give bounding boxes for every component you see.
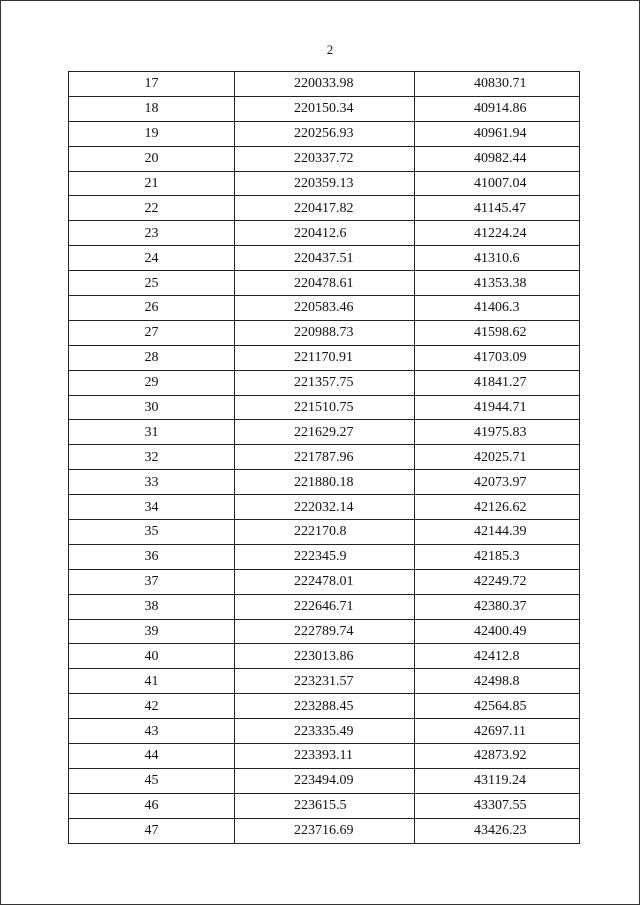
table-row (69, 96, 580, 121)
table-row (69, 694, 580, 719)
table-row (69, 271, 580, 296)
value-a-cell: 220437.51 (235, 246, 415, 271)
table-row (69, 420, 580, 445)
row-index-cell: 25 (69, 271, 235, 296)
row-index-cell: 37 (69, 569, 235, 594)
row-index-cell: 29 (69, 370, 235, 395)
row-index-cell: 17 (69, 72, 235, 97)
value-b-cell: 43119.24 (415, 768, 580, 793)
value-b-cell: 41975.83 (415, 420, 580, 445)
table-row (69, 72, 580, 97)
value-a-cell: 221510.75 (235, 395, 415, 420)
value-a-cell: 223288.45 (235, 694, 415, 719)
data-table (68, 71, 580, 844)
value-b-cell: 42412.8 (415, 644, 580, 669)
value-a-cell: 222646.71 (235, 594, 415, 619)
value-b-cell: 42126.62 (415, 495, 580, 520)
value-b-cell: 41944.71 (415, 395, 580, 420)
value-b-cell: 42498.8 (415, 669, 580, 694)
table-row (69, 594, 580, 619)
value-b-cell: 41841.27 (415, 370, 580, 395)
value-a-cell: 220256.93 (235, 121, 415, 146)
table-row (69, 296, 580, 321)
value-a-cell: 223716.69 (235, 818, 415, 843)
table-row (69, 470, 580, 495)
table-row (69, 495, 580, 520)
value-a-cell: 220417.82 (235, 196, 415, 221)
value-b-cell: 41598.62 (415, 320, 580, 345)
row-index-cell: 20 (69, 146, 235, 171)
value-b-cell: 42697.11 (415, 719, 580, 744)
value-b-cell: 42873.92 (415, 744, 580, 769)
row-index-cell: 23 (69, 221, 235, 246)
value-a-cell: 220150.34 (235, 96, 415, 121)
row-index-cell: 41 (69, 669, 235, 694)
row-index-cell: 33 (69, 470, 235, 495)
row-index-cell: 46 (69, 793, 235, 818)
row-index-cell: 45 (69, 768, 235, 793)
value-a-cell: 222170.8 (235, 520, 415, 545)
row-index-cell: 42 (69, 694, 235, 719)
row-index-cell: 30 (69, 395, 235, 420)
value-b-cell: 42380.37 (415, 594, 580, 619)
table-row (69, 569, 580, 594)
row-index-cell: 22 (69, 196, 235, 221)
value-a-cell: 223231.57 (235, 669, 415, 694)
value-a-cell: 222032.14 (235, 495, 415, 520)
value-b-cell: 41703.09 (415, 345, 580, 370)
value-a-cell: 223494.09 (235, 768, 415, 793)
row-index-cell: 47 (69, 818, 235, 843)
value-a-cell: 221880.18 (235, 470, 415, 495)
table-row (69, 818, 580, 843)
table-row (69, 345, 580, 370)
value-a-cell: 221787.96 (235, 445, 415, 470)
value-b-cell: 41145.47 (415, 196, 580, 221)
value-b-cell: 41406.3 (415, 296, 580, 321)
row-index-cell: 18 (69, 96, 235, 121)
value-b-cell: 40830.71 (415, 72, 580, 97)
value-b-cell: 42185.3 (415, 544, 580, 569)
value-a-cell: 220359.13 (235, 171, 415, 196)
value-b-cell: 42564.85 (415, 694, 580, 719)
value-b-cell: 42400.49 (415, 619, 580, 644)
table-row (69, 320, 580, 345)
value-a-cell: 223013.86 (235, 644, 415, 669)
table-row (69, 619, 580, 644)
row-index-cell: 44 (69, 744, 235, 769)
value-b-cell: 40914.86 (415, 96, 580, 121)
row-index-cell: 36 (69, 544, 235, 569)
table-row (69, 719, 580, 744)
value-a-cell: 221629.27 (235, 420, 415, 445)
table-row (69, 146, 580, 171)
value-b-cell: 41310.6 (415, 246, 580, 271)
table-row (69, 793, 580, 818)
value-a-cell: 220988.73 (235, 320, 415, 345)
value-b-cell: 42073.97 (415, 470, 580, 495)
row-index-cell: 31 (69, 420, 235, 445)
table-row (69, 196, 580, 221)
table-row (69, 544, 580, 569)
row-index-cell: 26 (69, 296, 235, 321)
value-a-cell: 221357.75 (235, 370, 415, 395)
table-row (69, 445, 580, 470)
value-a-cell: 220033.98 (235, 72, 415, 97)
value-a-cell: 223615.5 (235, 793, 415, 818)
value-b-cell: 41224.24 (415, 221, 580, 246)
value-a-cell: 220337.72 (235, 146, 415, 171)
table-row (69, 520, 580, 545)
value-b-cell: 42144.39 (415, 520, 580, 545)
table-row (69, 221, 580, 246)
row-index-cell: 21 (69, 171, 235, 196)
table-row (69, 744, 580, 769)
value-b-cell: 41007.04 (415, 171, 580, 196)
row-index-cell: 32 (69, 445, 235, 470)
row-index-cell: 38 (69, 594, 235, 619)
row-index-cell: 35 (69, 520, 235, 545)
value-a-cell: 222478.01 (235, 569, 415, 594)
value-a-cell: 221170.91 (235, 345, 415, 370)
row-index-cell: 39 (69, 619, 235, 644)
value-a-cell: 223393.11 (235, 744, 415, 769)
table-row (69, 395, 580, 420)
value-b-cell: 43426.23 (415, 818, 580, 843)
table-row (69, 246, 580, 271)
row-index-cell: 24 (69, 246, 235, 271)
value-a-cell: 222789.74 (235, 619, 415, 644)
table-row (69, 121, 580, 146)
value-b-cell: 40982.44 (415, 146, 580, 171)
value-b-cell: 43307.55 (415, 793, 580, 818)
value-a-cell: 220583.46 (235, 296, 415, 321)
page-number: 2 (326, 42, 334, 57)
value-a-cell: 222345.9 (235, 544, 415, 569)
row-index-cell: 43 (69, 719, 235, 744)
value-a-cell: 220478.61 (235, 271, 415, 296)
value-a-cell: 220412.6 (235, 221, 415, 246)
table-row (69, 768, 580, 793)
row-index-cell: 27 (69, 320, 235, 345)
row-index-cell: 40 (69, 644, 235, 669)
value-b-cell: 41353.38 (415, 271, 580, 296)
table-row (69, 644, 580, 669)
value-b-cell: 42249.72 (415, 569, 580, 594)
value-b-cell: 42025.71 (415, 445, 580, 470)
value-a-cell: 223335.49 (235, 719, 415, 744)
table-row (69, 370, 580, 395)
table-row (69, 171, 580, 196)
row-index-cell: 28 (69, 345, 235, 370)
row-index-cell: 19 (69, 121, 235, 146)
row-index-cell: 34 (69, 495, 235, 520)
table-row (69, 669, 580, 694)
value-b-cell: 40961.94 (415, 121, 580, 146)
